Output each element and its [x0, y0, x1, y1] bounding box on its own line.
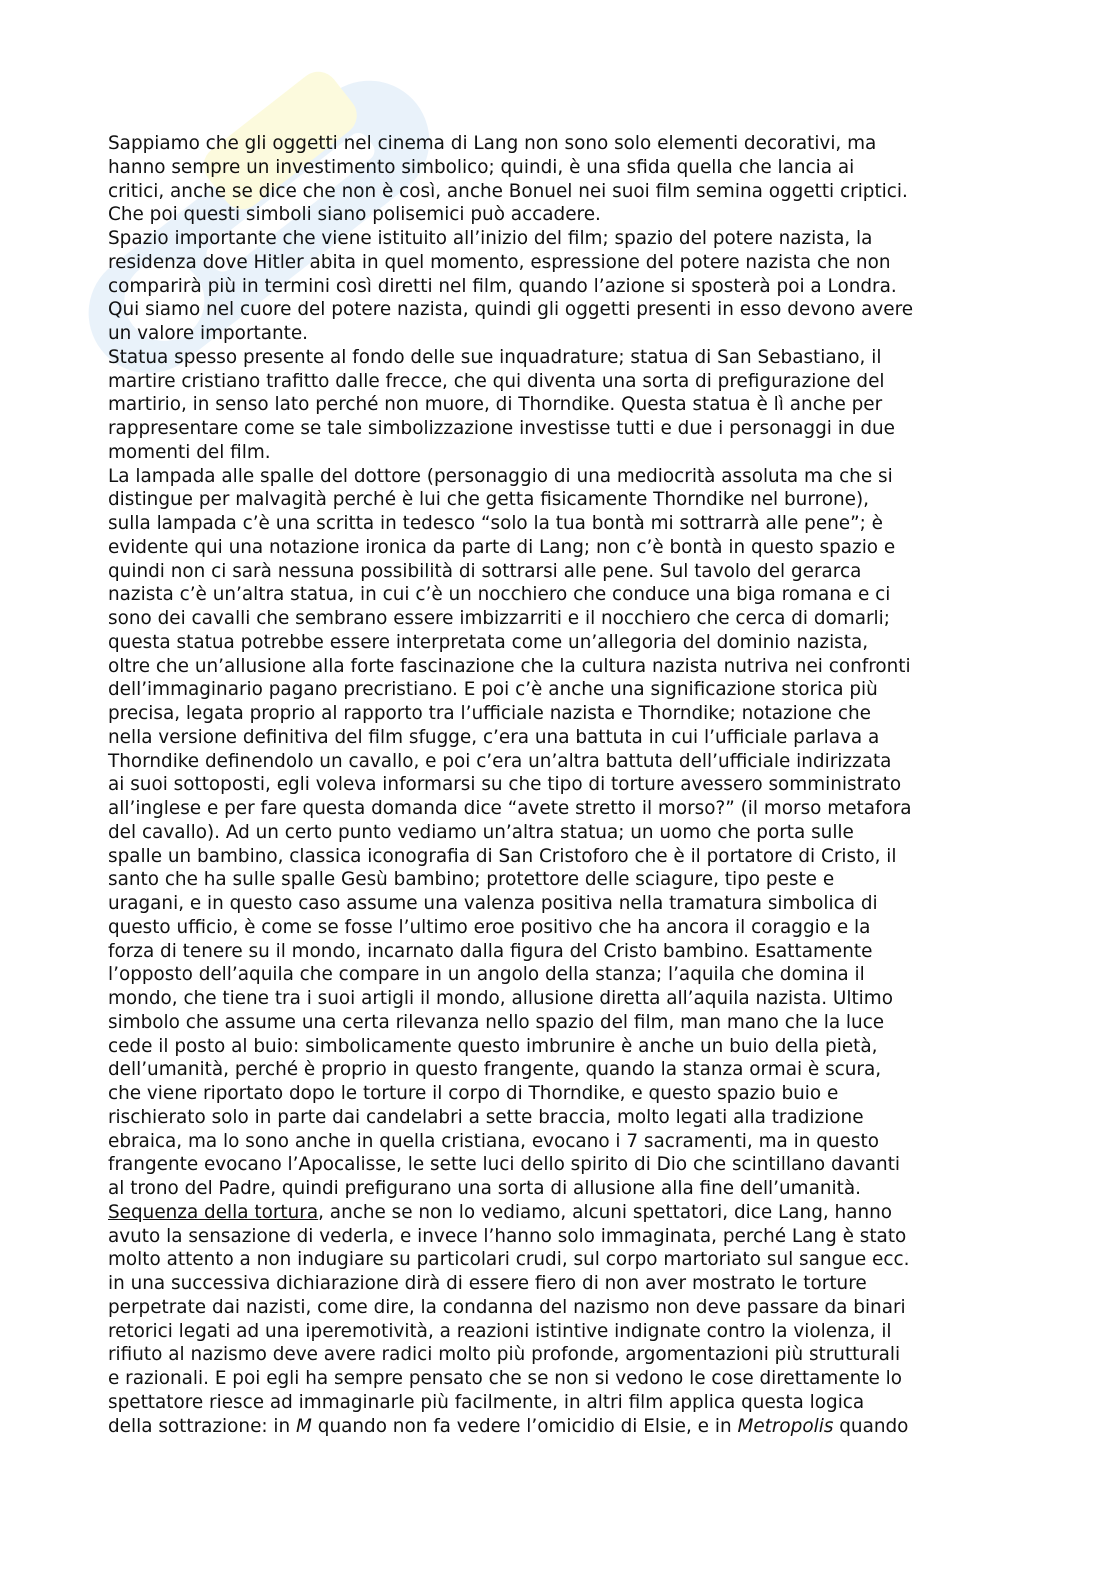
text-line: ai suoi sottoposti, egli voleva informarsi su che tipo di torture avessero somministrato [108, 774, 902, 796]
document-body [108, 132, 1020, 1438]
text-line [108, 1201, 1020, 1225]
text-line: spettatore riesce ad immaginarle più facilmente, in altri film applica questa logica [108, 1391, 865, 1413]
text-line: santo che ha sulle spalle Gesù bambino; protettore delle sciagure, tipo peste e [108, 869, 835, 891]
text-line: Che poi questi simboli siano polisemici può accadere. [108, 204, 601, 226]
text-line: Qui siamo nel cuore del potere nazista, quindi gli oggetti presenti in esso devono avere [108, 299, 914, 321]
text-line: rappresentare come se tale simbolizzazione investisse tutti e due i personaggi in due [108, 418, 895, 439]
text-line: mondo, che tiene tra i suoi artigli il mondo, allusione diretta all’aquila nazista. Ultimo [108, 988, 893, 1009]
text-line: martirio, in senso lato perché non muore, di Thorndike. Questa statua è lì anche per [108, 394, 883, 416]
text-line: questo ufficio, è come se fosse l’ultimo eroe positivo che ha ancora il coraggio e la [108, 916, 871, 938]
text-line: Sappiamo che gli oggetti nel cinema di Lang non sono solo elementi decorativi, ma [108, 133, 877, 154]
text-line: martire cristiano trafitto dalle frecce, che qui diventa una sorta di prefigurazione del [108, 370, 885, 392]
film-title-m: M [296, 1415, 312, 1437]
text-line: Spazio importante che viene istituito all’inizio del film; spazio del potere nazista, la [108, 228, 873, 249]
text-line: retorici legati ad una iperemotività, a reazioni istintive indignate contro la violenza, il [108, 1320, 892, 1342]
text-line: dell’immaginario pagano precristiano. E poi c’è anche una significazione storica più [108, 679, 878, 701]
text-line: nazista c’è un’altra statua, in cui c’è un nocchiero che conduce una biga romana e ci [108, 584, 891, 606]
text-line: che viene riportato dopo le torture il corpo di Thorndike, e questo spazio buio e [108, 1083, 839, 1104]
text-run: , anche se non lo vediamo, alcuni spettatori, dice Lang, hanno [318, 1201, 893, 1223]
text-line: rischierato solo in parte dai candelabri a sette braccia, molto legati alla tradizione [108, 1106, 864, 1128]
text-line [108, 1415, 1020, 1439]
text-line: spalle un bambino, classica iconografia di San Cristoforo che è il portatore di Cristo, il [108, 845, 897, 867]
text-line: del cavallo). Ad un certo punto vediamo un’altra statua; un uomo che porta sulle [108, 821, 854, 843]
text-run: della sottrazione: in [108, 1415, 297, 1437]
text-line: hanno sempre un investimento simbolico; quindi, è una sfida quella che lancia ai [108, 156, 855, 178]
text-line: all’inglese e per fare questa domanda dice “avete stretto il morso?” (il morso metafora [108, 798, 912, 819]
text-line: Statua spesso presente al fondo delle sue inquadrature; statua di San Sebastiano, il [108, 346, 882, 368]
text-line: La lampada alle spalle del dottore (personaggio di una mediocrità assoluta ma che si [108, 465, 893, 487]
text-line: avuto la sensazione di vederla, e invece l’hanno solo immaginata, perché Lang è stato [108, 1225, 907, 1247]
text-line: simbolo che assume una certa rilevanza nello spazio del film, man mano che la luce [108, 1011, 885, 1033]
text-line: precisa, legata proprio al rapporto tra l’ufficiale nazista e Thorndike; notazione che [108, 703, 871, 724]
text-line: residenza dove Hitler abita in quel momento, espressione del potere nazista che non [108, 251, 891, 273]
text-line: sulla lampada c’è una scritta in tedesco “solo la tua bontà mi sottrarrà alle pene”; è [108, 513, 884, 534]
film-title-metropolis: Metropolis [737, 1415, 834, 1437]
text-line: cede il posto al buio: simbolicamente questo imbrunire è anche un buio della pietà, [108, 1035, 878, 1057]
text-line: questa statua potrebbe essere interpretata come un’allegoria del dominio nazista, [108, 631, 869, 653]
text-line: un valore importante. [108, 323, 309, 344]
text-line: oltre che un’allusione alla forte fascinazione che la cultura nazista nutriva nei confronti [108, 655, 911, 677]
text-line: al trono del Padre, quindi prefigurano una sorta di allusione alla fine dell’umanità. [108, 1178, 861, 1199]
text-line: perpetrate dai nazisti, come dire, la condanna del nazismo non deve passare da binari [108, 1296, 906, 1318]
text-line: molto attento a non indugiare su particolari crudi, sul corpo martoriato sul sangue ecc. [108, 1249, 910, 1271]
text-line: dell’umanità, perché è proprio in questo frangente, quando la stanza ormai è scura, [108, 1059, 882, 1081]
text-line: critici, anche se dice che non è così, anche Bonuel nei suoi film semina oggetti criptici. [108, 180, 908, 202]
text-line: quindi non ci sarà nessuna possibilità di sottrarsi alle pene. Sul tavolo del gerarca [108, 560, 862, 582]
text-line: uragani, e in questo caso assume una valenza positiva nella tramatura simbolica di [108, 893, 878, 914]
text-line: distingue per malvagità perché è lui che getta fisicamente Thorndike nel burrone), [108, 489, 869, 511]
text-line: forza di tenere su il mondo, incarnato dalla figura del Cristo bambino. Esattamente [108, 940, 873, 962]
text-line: momenti del film. [108, 441, 271, 463]
text-line: Thorndike definendolo un cavallo, e poi c’era un’altra battuta dell’ufficiale indirizzata [108, 750, 892, 772]
text-line: comparirà più in termini così diretti nel film, quando l’azione si sposterà poi a Londra. [108, 275, 897, 297]
text-line: evidente qui una notazione ironica da parte di Lang; non c’è bontà in questo spazio e [108, 536, 896, 558]
text-line: l’opposto dell’aquila che compare in un angolo della stanza; l’aquila che domina il [108, 964, 865, 986]
text-line: nella versione definitiva del film sfugge, c’era una battuta in cui l’ufficiale parlava a [108, 726, 880, 748]
text-run: quando [833, 1415, 909, 1437]
text-line: sono dei cavalli che sembrano essere imbizzarriti e il nocchiero che cerca di domarli; [108, 608, 890, 629]
text-line: ebraica, ma lo sono anche in quella cristiana, evocano i 7 sacramenti, ma in questo [108, 1130, 879, 1152]
text-run: quando non fa vedere l’omicidio di Elsie, e in [311, 1415, 738, 1437]
text-line: e razionali. E poi egli ha sempre pensato che se non si vedono le cose direttamente lo [108, 1368, 903, 1389]
text-line: rifiuto al nazismo deve avere radici molto più profonde, argomentazioni più strutturali [108, 1344, 901, 1366]
section-heading-tortura: Sequenza della tortura [108, 1201, 319, 1223]
text-line: in una successiva dichiarazione dirà di essere fiero di non aver mostrato le torture [108, 1273, 867, 1294]
text-line: frangente evocano l’Apocalisse, le sette luci dello spirito di Dio che scintillano davanti [108, 1154, 901, 1176]
